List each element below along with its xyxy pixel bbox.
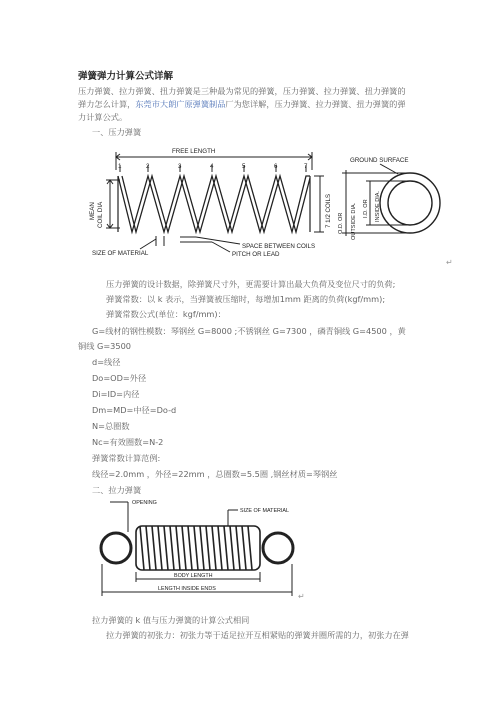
intro-line-2	[78, 98, 406, 110]
extension-paragraph-1: 拉力弹簧的 k 值与压力弹簧的计算公式相同	[92, 615, 250, 625]
coil-number: 3	[178, 163, 182, 170]
space-leader	[196, 237, 240, 244]
pitch-or-lead-label: PITCH OR LEAD	[232, 251, 280, 258]
example-values: 线径=2.0mm ，外径=22mm ，总圈数=5.5圈 ,钢丝材质=琴钢丝	[92, 469, 338, 479]
end-view-inner-circle	[388, 181, 432, 225]
opening-label: OPENING	[132, 500, 157, 506]
section-heading-compression: 一、压力弹簧	[92, 127, 142, 137]
example-heading: 弹簧常数计算范例:	[92, 453, 161, 463]
company-link[interactable]: 东莞市大朗广原弹簧制品	[135, 99, 226, 109]
body-length-label: BODY LENGTH	[174, 573, 213, 579]
def-nc: Nc=有效圈数=N-2	[92, 437, 164, 447]
od-label: O.D. OR	[338, 212, 344, 234]
space-between-coils-label: SPACE BETWEEN COILS	[242, 243, 316, 250]
def-dm: Dm=MD=中径=Do-d	[92, 405, 177, 415]
compression-paragraph-2: 弹簧常数：以 k 表示，当弹簧被压缩时，每增加1mm 距离的负荷(kgf/mm);	[106, 294, 386, 304]
length-inside-ends-label: LENGTH INSIDE ENDS	[158, 586, 216, 592]
free-length-label: FREE LENGTH	[172, 148, 216, 155]
id-label: I.D. OR	[363, 199, 369, 218]
coil-number: 4	[210, 163, 214, 170]
compression-paragraph-1: 压力弹簧的设计数据，除弹簧尺寸外，更需要计算出最大负荷及变位尺寸的负荷;	[106, 279, 396, 289]
section-heading-extension: 二、拉力弹簧	[92, 485, 142, 495]
coil-number: 5	[242, 163, 246, 170]
def-do: Do=OD=外径	[92, 373, 147, 383]
extension-paragraph-2: 拉力弹簧的初张力：初张力等于适足拉开互相紧贴的弹簧并圈所需的力，初张力在弹	[106, 630, 409, 640]
doc-title: 弹簧弹力计算公式详解	[78, 71, 174, 82]
left-hook	[101, 533, 131, 563]
inside-dia-label: INSIDE DIA.	[375, 190, 381, 222]
coil-number: 7	[304, 163, 308, 170]
ground-surface-label: GROUND SURFACE	[350, 157, 409, 164]
intro-text: 弹力怎么计算，	[78, 99, 136, 109]
coil-number: 6	[274, 163, 278, 170]
modulus-line-1: G=线材的钢性模数：琴钢丝 G=8000 ;不锈钢丝 G=7300 ，磷青铜线 G=4500 ，黄	[92, 326, 406, 336]
coil-dia-label: COIL DIA	[97, 201, 104, 228]
coils-label: 7 1/2 COILS	[325, 193, 332, 228]
outside-dia-label: OUTSIDE DIA.	[351, 202, 357, 240]
right-hook	[263, 533, 293, 563]
mean-label: MEAN	[89, 202, 96, 220]
coil-number: 2	[146, 163, 150, 170]
def-d: d=线径	[92, 357, 121, 367]
def-di: Di=ID=内径	[92, 389, 140, 399]
intro-line-1: 压力弹簧、拉力弹簧、扭力弹簧是三种最为常见的弹簧，压力弹簧、拉力弹簧、扭力弹簧的	[78, 86, 406, 96]
def-n: N=总圈数	[92, 421, 130, 431]
size-material-leader	[140, 239, 156, 249]
intro-line-3: 力计算公式。	[78, 112, 128, 122]
compression-spring-diagram	[80, 140, 460, 262]
end-view-outer-circle	[380, 173, 440, 233]
compression-paragraph-3: 弹簧常数公式(单位：kgf/mm)：	[106, 309, 226, 319]
coil-loops	[140, 526, 252, 570]
modulus-line-2: 铜线 G=3500	[78, 341, 132, 351]
pitch-leader	[212, 242, 230, 252]
paragraph-return-mark: ↵	[298, 592, 305, 601]
size-of-material-label: SIZE OF MATERIAL	[240, 508, 290, 514]
extension-spring-diagram	[88, 492, 310, 602]
size-of-material-label: SIZE OF MATERIAL	[92, 250, 149, 257]
intro-text: 厂为您详解，压力弹簧、拉力弹簧、扭力弹簧的弹	[225, 99, 406, 109]
spring-coil-inner	[122, 176, 310, 232]
paragraph-return-mark: ↵	[446, 258, 453, 267]
coil-number: 1	[118, 163, 122, 170]
